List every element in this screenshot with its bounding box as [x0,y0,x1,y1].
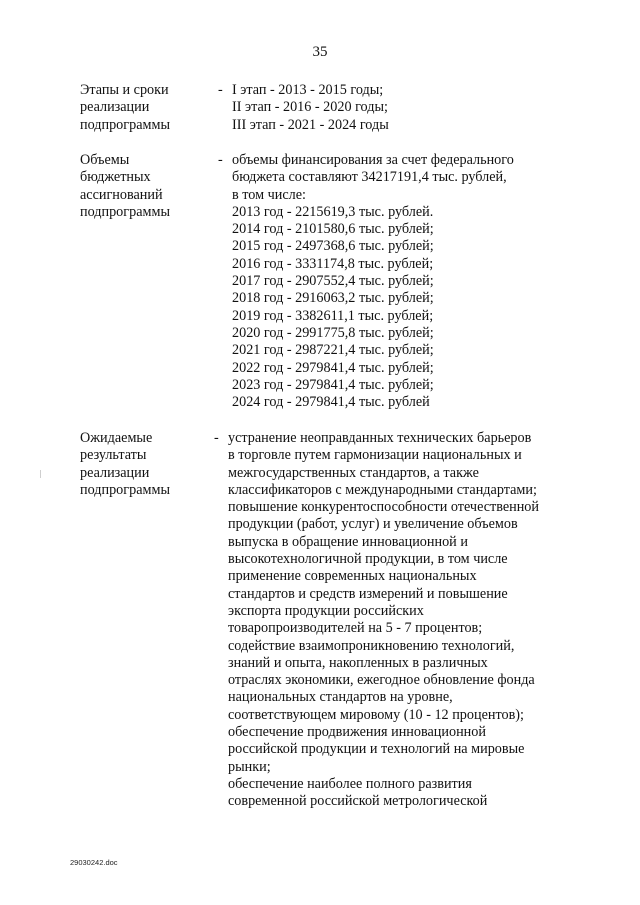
content-line: 2019 год - 3382611,1 тыс. рублей; [232,307,434,324]
label-line: реализации [80,99,150,116]
content-line: 2017 год - 2907552,4 тыс. рублей; [232,273,434,290]
label-line: подпрограммы [80,116,170,133]
content-line: 2024 год - 2979841,4 тыс. рублей [232,394,430,411]
content-line: российской продукции и технологий на мировые [228,741,525,758]
label-line: реализации [80,464,150,481]
label-line: Этапы и сроки [80,82,169,98]
section-dash: - [214,430,219,446]
content-line: высокотехнологичной продукции, в том числе [228,551,508,568]
content-line: знаний и опыта, накопленных в различных [228,654,488,671]
content-line: объемы финансирования за счет федерального [232,152,514,168]
label-line: результаты [80,447,147,464]
content-line: бюджета составляют 34217191,4 тыс. рублей, [232,169,507,186]
content-line: 2015 год - 2497368,6 тыс. рублей; [232,238,434,255]
content-line: отраслях экономики, ежегодное обновление фонда [228,672,535,689]
content-line: соответствующем мировому (10 - 12 процентов); [228,706,524,723]
content-line: классификаторов с международными стандартами; [228,481,537,498]
content-line: товаропроизводителей на 5 - 7 процентов; [228,620,483,637]
content-line: повышение конкурентоспособности отечественной [228,499,539,516]
content-line: применение современных национальных [228,568,477,585]
section-content [228,430,558,811]
content-line: современной российской метрологической [228,793,488,810]
content-line: обеспечение наиболее полного развития [228,775,472,792]
content-line: выпуска в обращение инновационной и [228,533,468,550]
label-line: подпрограммы [80,203,170,220]
content-line: в том числе: [232,186,306,203]
content-line: 2020 год - 2991775,8 тыс. рублей; [232,324,434,341]
section-label [80,152,210,221]
content-line: 2014 год - 2101580,6 тыс. рублей; [232,221,434,238]
label-line: Объемы [80,152,130,168]
section-dash: - [218,82,223,98]
section-label [80,430,210,499]
content-line: II этап - 2016 - 2020 годы; [232,99,388,116]
section-dash: - [218,152,223,168]
content-line: содействие взаимопроникновению технологий, [228,637,515,654]
margin-mark [40,470,41,478]
section-content [232,82,562,134]
content-line: 2016 год - 3331174,8 тыс. рублей; [232,255,434,272]
section-label [80,82,210,134]
content-line: 2018 год - 2916063,2 тыс. рублей; [232,290,434,307]
content-line: стандартов и средств измерений и повышение [228,585,508,602]
content-line: I этап - 2013 - 2015 годы; [232,82,384,98]
content-line: 2023 год - 2979841,4 тыс. рублей; [232,376,434,393]
content-line: национальных стандартов на уровне, [228,689,453,706]
content-line: продукции (работ, услуг) и увеличение объемов [228,516,518,533]
content-line: 2022 год - 2979841,4 тыс. рублей; [232,359,434,376]
content-line: межгосударственных стандартов, а также [228,464,479,481]
content-line: устранение неоправданных технических барьеров [228,430,532,446]
section-content [232,152,562,411]
footer-filename: 29030242.doc [70,858,118,867]
label-line: Ожидаемые [80,430,153,446]
label-line: подпрограммы [80,481,170,498]
label-line: бюджетных [80,169,151,186]
content-line: 2021 год - 2987221,4 тыс. рублей; [232,342,434,359]
content-line: обеспечение продвижения инновационной [228,724,486,741]
content-line: 2013 год - 2215619,3 тыс. рублей. [232,203,434,220]
content-line: в торговле путем гармонизации национальных и [228,447,522,464]
content-line: III этап - 2021 - 2024 годы [232,116,389,133]
content-line: рынки; [228,758,271,775]
page-number: 35 [312,44,328,60]
content-line: экспорта продукции российских [228,602,424,619]
label-line: ассигнований [80,186,163,203]
